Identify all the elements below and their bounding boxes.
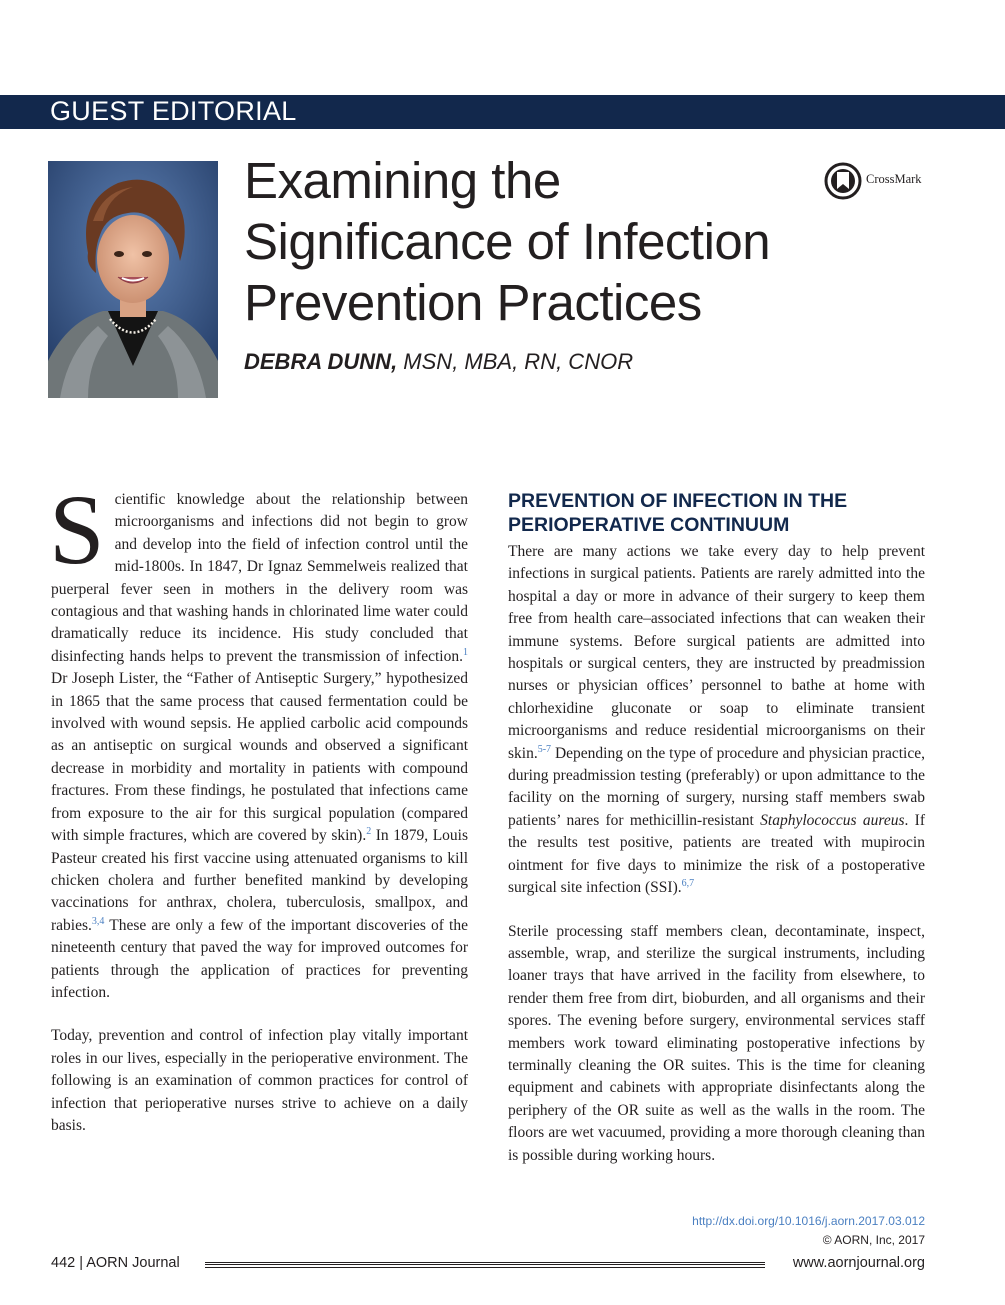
right-column xyxy=(508,541,925,1167)
heading-line: PREVENTION OF INFECTION IN THE xyxy=(508,490,848,512)
drop-cap: S xyxy=(49,474,105,585)
title-line: Examining the xyxy=(244,152,561,209)
title-line: Prevention Practices xyxy=(244,274,702,331)
body-text: Dr Joseph Lister, the “Father of Antiseptic Surgery,” hypothesized in 1865 that the same process that caused fermentation could be involved with wound sepsis. He applied carbolic acid compounds as an antiseptic on surgical wounds and observed a significant decrease in morbidity and mortality in patients with compound fractures. From these findings, he postulated that infections came from exposure to the air for this surgical population (compared with simple fractures, which are covered by skin). xyxy=(51,670,468,845)
body-text: In 1879, Louis Pasteur created his first vaccine using attenuated organisms to kill chicken cholera and further benefited mankind by developing vaccinations for anthrax, cholera, tuberculosis, smallpox, and rabies. xyxy=(51,827,469,934)
journal-website-link[interactable]: www.aornjournal.org xyxy=(792,1255,925,1271)
page-journal: 442 | AORN Journal xyxy=(51,1255,180,1271)
heading-line: PERIOPERATIVE CONTINUUM xyxy=(508,514,790,536)
crossmark-label: CrossMark xyxy=(866,172,922,186)
body-text: cientific knowledge about the relationship between microorganisms and infections did not begin to grow and develop into the field of infection control until the mid-1800s. In 1847, Dr Ignaz Semmelweis realized that puerperal fever seen in mothers in the delivery room was contagious and that washing hands in chlorinated lime water could dramatically reduce its incidence. His study concluded that disinfecting hands helps to prevent the transmission of infection. xyxy=(51,491,468,665)
organism-name: Staphylococcus aureus xyxy=(760,811,905,829)
reference-link[interactable]: 1 xyxy=(463,646,468,658)
body-text: Depending on the type of procedure and physician practice, during preadmission testing (preferably) or upon admittance to the facility on the morning of surgery, nursing staff members swab patients’ nares for methicillin-resistant xyxy=(508,744,925,829)
doi-link[interactable]: http://dx.doi.org/10.1016/j.aorn.2017.03.012 xyxy=(692,1214,925,1228)
body-paragraph: Today, prevention and control of infection play vitally important roles in our lives, especially in the perioperative environment. The following is an examination of common practices for control of infection that perioperative nurses strive to achieve on a daily basis. xyxy=(51,1027,468,1134)
reference-link[interactable]: 5-7 xyxy=(537,743,552,755)
body-text: There are many actions we take every day to help prevent infections in surgical patients. Patients are rarely admitted into the hospital a day or more in advance of their surgery to keep them free from health care–associated infections that can weaken their immune systems. Before surgical patients are admitted into hospitals or surgical centers, they are instructed by preadmission nurses or physician offices’ personnel to bathe at home with chlorhexidine gluconate or soap to eliminate transient microorganisms and reduce residential microorganisms on their skin. xyxy=(508,543,925,762)
crossmark-icon xyxy=(824,162,862,200)
author-byline xyxy=(244,349,633,375)
reference-link[interactable]: 2 xyxy=(366,826,372,838)
section-label: GUEST EDITORIAL xyxy=(50,96,297,126)
reference-link[interactable]: 6,7 xyxy=(681,878,695,890)
section-heading xyxy=(508,489,948,537)
footer-divider xyxy=(205,1262,765,1268)
copyright: © AORN, Inc, 2017 xyxy=(822,1233,925,1247)
body-text: . If the results test positive, patients are treated with mupirocin ointment for five days to minimize the risk of a postoperative surgical site infection (SSI). xyxy=(508,811,925,897)
portrait-image xyxy=(48,161,218,398)
reference-link[interactable]: 3,4 xyxy=(91,915,105,927)
title-line: Significance of Infection xyxy=(244,213,771,270)
body-paragraph: Sterile processing staff members clean, decontaminate, inspect, assemble, wrap, and sterilize the surgical instruments, including loaner trays that have arrived in the facility from elsewhere, to render them free from dirt, bioburden, and all organisms and their spores. The evening before surgery, environmental services staff members work toward eliminating postoperative infections by terminally cleaning the OR suites. This is the time for cleaning equipment and cabinets with appropriate disinfectants along the periphery of the OR suite as well as the walls in the room. The floors are wet vacuumed, providing a more thorough cleaning than is possible during working hours. xyxy=(508,922,925,1164)
author-name: DEBRA DUNN, xyxy=(244,349,398,374)
crossmark-badge[interactable] xyxy=(824,162,934,200)
body-text: These are only a few of the important discoveries of the nineteenth century that paved the way for improved outcomes for patients through the application of practices for preventing infection. xyxy=(51,916,468,1001)
body-paragraph xyxy=(508,541,925,900)
left-column xyxy=(49,474,469,1137)
author-credentials: MSN, MBA, RN, CNOR xyxy=(397,349,634,374)
intro-paragraph xyxy=(49,474,469,1004)
section-banner xyxy=(0,95,1005,129)
author-portrait xyxy=(48,161,218,398)
article-title xyxy=(244,150,804,333)
